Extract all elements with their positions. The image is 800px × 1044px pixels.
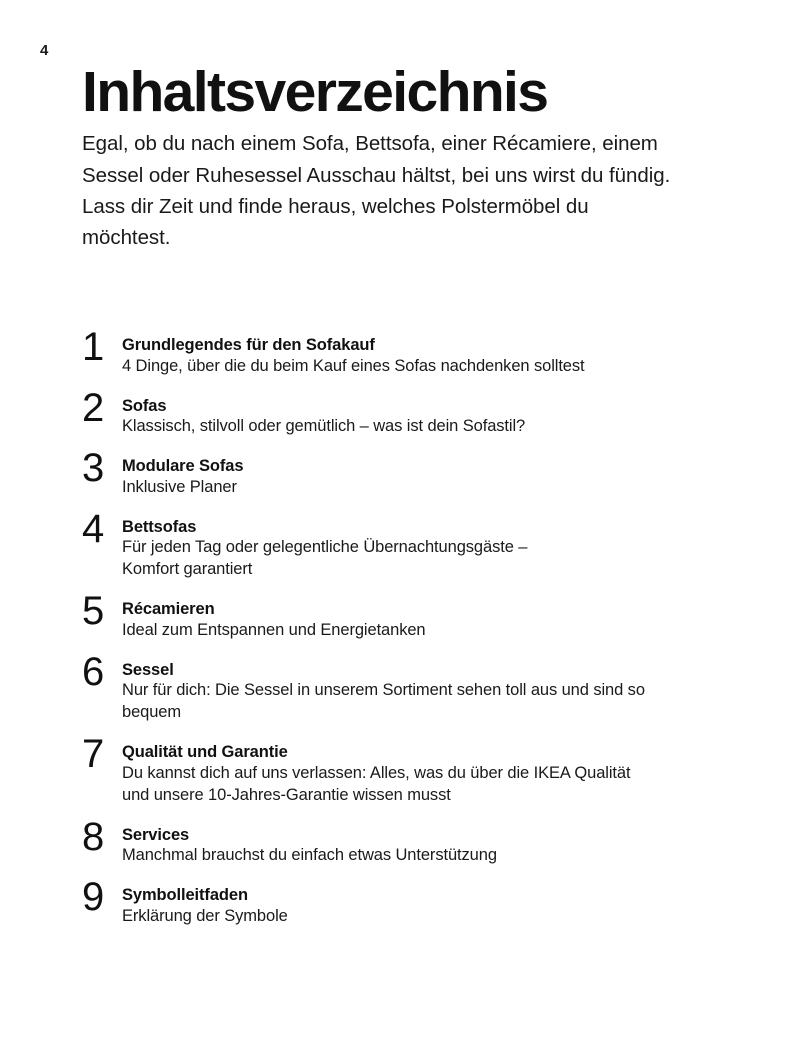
toc-entry[interactable] [82,506,742,582]
toc-entry-heading: Récamieren [122,600,215,619]
toc-entry[interactable] [82,325,742,378]
toc-entry-description-line: Manchmal brauchst du einfach etwas Unterstützung [122,846,497,865]
page-number: 4 [40,42,49,59]
toc-entry-text [122,740,742,807]
page-header-block [82,62,722,253]
toc-entry-description-line: bequem [122,703,182,722]
toc-entry-description [122,537,742,581]
toc-entry-text [122,658,742,725]
toc-entry-description-line: Du kannst dich auf uns verlassen: Alles, was du über die IKEA Qualität [122,763,631,782]
toc-entry-description [122,845,742,867]
toc-entry-description-line: Inklusive Planer [122,477,237,496]
toc-entry-text [122,394,742,439]
toc-entry-heading: Grundlegendes für den Sofakauf [122,336,375,354]
toc-entry-number: 4 [82,506,104,551]
toc-entry-description-line: Erklärung der Symbole [122,906,288,925]
toc-entry-description-line: 4 Dinge, über die du beim Kauf eines Sofas nachdenken solltest [122,356,585,375]
toc-entry-description [122,906,742,928]
toc-entry-heading: Bettsofas [122,517,197,536]
toc-entry-number: 1 [82,325,104,369]
toc-entry-number: 2 [82,385,104,430]
toc-entry-number: 9 [82,875,104,920]
toc-entry-heading: Sofas [122,396,167,415]
toc-entry-description-line: Ideal zum Entspannen und Energietanken [122,620,426,639]
toc-entry-description-line: und unsere 10-Jahres-Garantie wissen musst [122,785,451,804]
toc-entry[interactable] [82,649,742,725]
toc-entry-text [122,454,742,499]
toc-entry-text [122,883,742,928]
toc-entry[interactable] [82,446,742,499]
toc-entry[interactable] [82,875,742,928]
toc-entry-description [122,477,742,499]
toc-entry-number: 6 [82,649,104,694]
toc-entry-text [122,515,742,582]
toc-entry-description-line: Nur für dich: Die Sessel in unserem Sortiment sehen toll aus und sind so [122,681,645,700]
toc-entry-number: 8 [82,814,104,859]
toc-entry-heading: Symbolleitfaden [122,886,248,905]
toc-entry-description [122,763,742,807]
toc-entry-text [122,333,742,378]
toc-entry[interactable] [82,385,742,439]
toc-entry-description-line: Komfort garantiert [122,560,253,579]
toc-entry-text [122,823,742,868]
toc-entry[interactable] [82,732,742,807]
toc-entry-description [122,620,742,642]
toc-entry-number: 3 [82,446,104,491]
toc-entry-number: 7 [82,732,104,777]
toc-entry-description-line: Für jeden Tag oder gelegentliche Übernachtungsgäste – [122,538,528,557]
toc-entry-description-line: Klassisch, stilvoll oder gemütlich – was ist dein Sofastil? [122,417,526,436]
toc-entry-heading: Qualität und Garantie [122,743,288,762]
toc-entry-description [122,416,742,438]
toc-entry-number: 5 [82,589,104,634]
intro-paragraph: Egal, ob du nach einem Sofa, Bettsofa, einer Récamiere, einem Sessel oder Ruhesessel Ausschau hältst, bei uns wirst du fündig. Lass dir Zeit und finde heraus, welches Polstermöbel du möchtest. [82,132,671,249]
toc-entry-heading: Services [122,825,190,844]
toc-entry[interactable] [82,814,742,868]
toc-entry[interactable] [82,589,742,642]
toc-entry-heading: Modulare Sofas [122,457,244,476]
table-of-contents [82,325,742,928]
page-title: Inhaltsverzeichnis [82,60,548,124]
toc-entry-description [122,680,742,724]
toc-entry-heading: Sessel [122,660,174,679]
toc-entry-text [122,597,742,642]
toc-entry-description [122,356,742,378]
